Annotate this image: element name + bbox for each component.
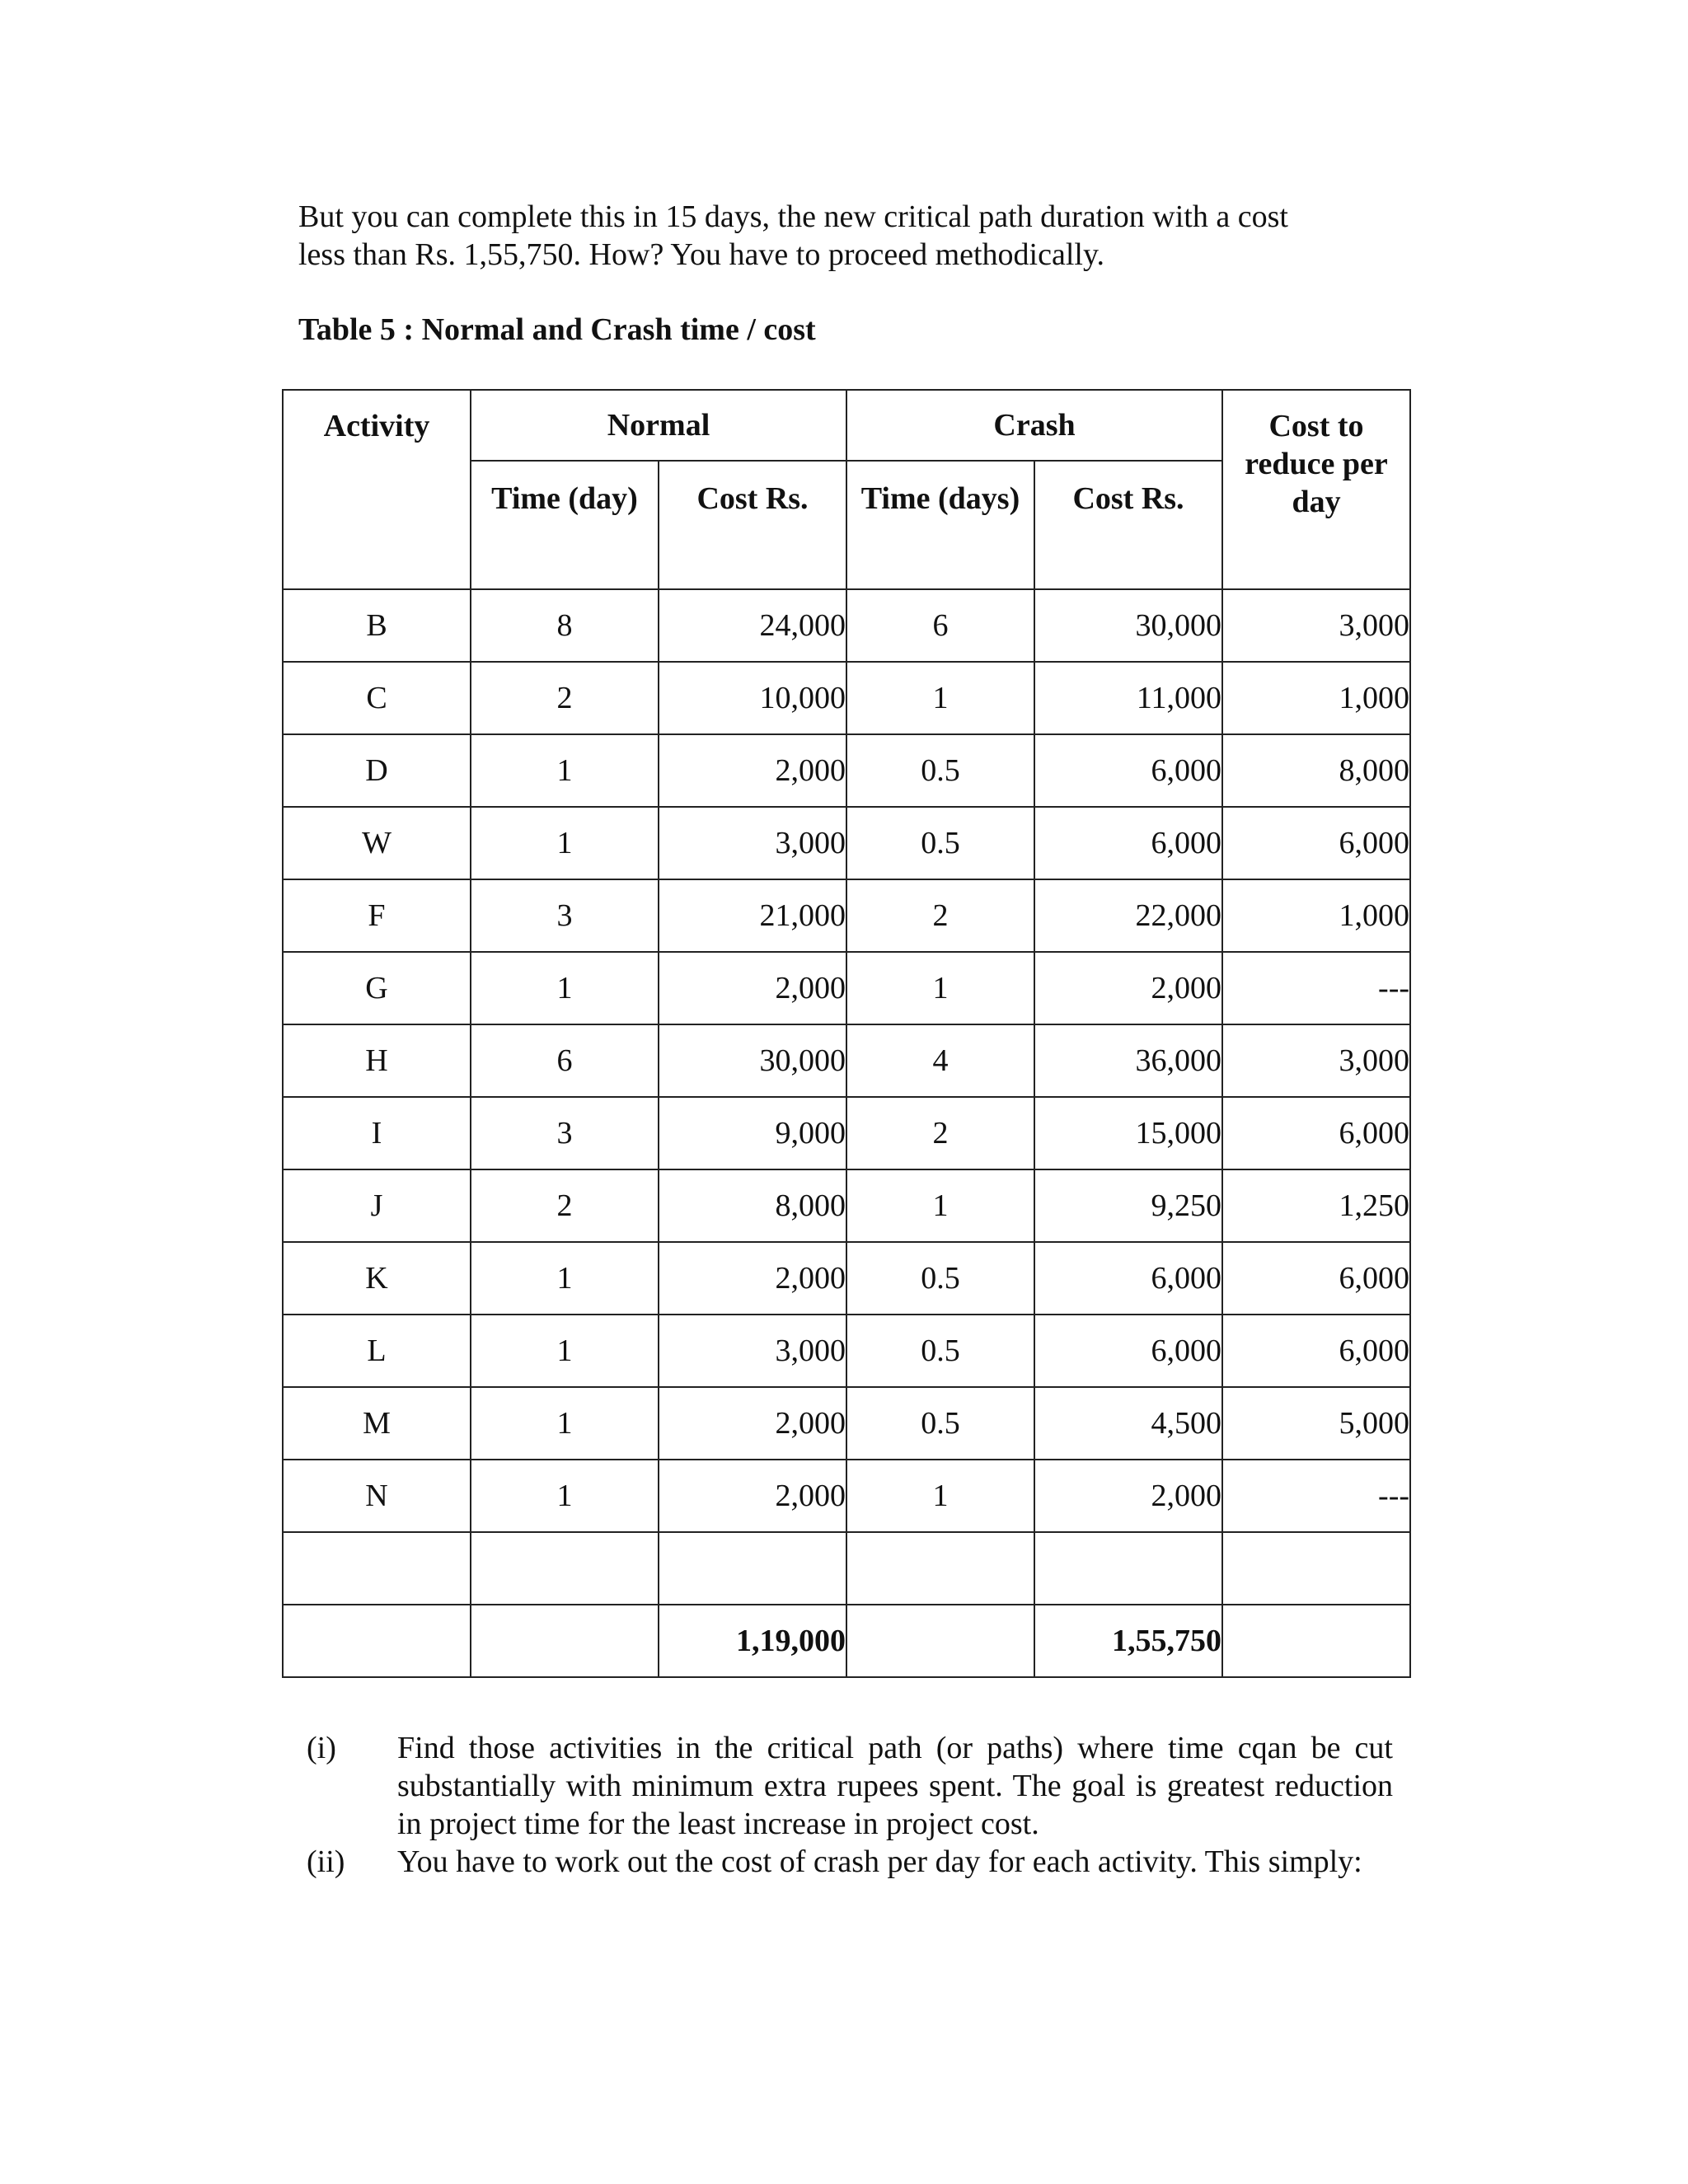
cell-crash-cost: 36,000 bbox=[1034, 1024, 1222, 1097]
table-row bbox=[283, 662, 1410, 734]
intro-line-1: But you can complete this in 15 days, the new critical path duration with a cost bbox=[298, 199, 1288, 234]
cell-crash-time: 4 bbox=[846, 1024, 1034, 1097]
cell-normal-cost: 24,000 bbox=[659, 589, 846, 662]
cell-crash-cost: 30,000 bbox=[1034, 589, 1222, 662]
cell-cost-per-day: 3,000 bbox=[1222, 589, 1410, 662]
cell-crash-cost bbox=[1034, 1532, 1222, 1605]
cell-normal-cost: 2,000 bbox=[659, 1387, 846, 1460]
cell-crash-time: 0.5 bbox=[846, 1387, 1034, 1460]
header-activity: Activity bbox=[283, 390, 471, 589]
list-item-text: You have to work out the cost of crash per day for each activity. This simply: bbox=[397, 1844, 1362, 1879]
cell-normal-time: 1 bbox=[471, 1242, 659, 1315]
table-body bbox=[283, 589, 1410, 1677]
table-row bbox=[283, 1460, 1410, 1532]
cell-crash-cost: 2,000 bbox=[1034, 1460, 1222, 1532]
table-caption: Table 5 : Normal and Crash time / cost bbox=[298, 312, 816, 347]
table-row bbox=[283, 1097, 1410, 1169]
cell-normal-time: 1 bbox=[471, 1460, 659, 1532]
cell-activity bbox=[283, 1605, 471, 1677]
table-row bbox=[283, 1024, 1410, 1097]
header-normal-time: Time (day) bbox=[471, 461, 659, 589]
cell-cost-per-day: --- bbox=[1222, 1460, 1410, 1532]
cell-normal-time: 1 bbox=[471, 952, 659, 1024]
cell-normal-cost bbox=[659, 1532, 846, 1605]
header-crash: Crash bbox=[846, 390, 1222, 461]
cell-cost-per-day: 5,000 bbox=[1222, 1387, 1410, 1460]
cell-normal-cost: 2,000 bbox=[659, 1460, 846, 1532]
table-row bbox=[283, 1242, 1410, 1315]
cell-normal-cost: 2,000 bbox=[659, 1242, 846, 1315]
cell-crash-time: 1 bbox=[846, 952, 1034, 1024]
cell-cost-per-day: 1,250 bbox=[1222, 1169, 1410, 1242]
cell-crash-cost: 6,000 bbox=[1034, 1315, 1222, 1387]
cell-activity: M bbox=[283, 1387, 471, 1460]
cell-cost-per-day bbox=[1222, 1605, 1410, 1677]
normal-crash-table bbox=[282, 389, 1411, 1678]
header-crash-cost: Cost Rs. bbox=[1034, 461, 1222, 589]
header-cost-to-reduce: Cost to reduce per day bbox=[1222, 390, 1410, 589]
cell-normal-cost: 2,000 bbox=[659, 734, 846, 807]
cell-cost-per-day: 6,000 bbox=[1222, 1242, 1410, 1315]
cell-activity: B bbox=[283, 589, 471, 662]
cell-crash-time bbox=[846, 1532, 1034, 1605]
cell-normal-cost: 3,000 bbox=[659, 1315, 846, 1387]
cell-activity: C bbox=[283, 662, 471, 734]
cell-crash-time: 2 bbox=[846, 879, 1034, 952]
cell-normal-time: 3 bbox=[471, 1097, 659, 1169]
cell-crash-cost: 6,000 bbox=[1034, 1242, 1222, 1315]
cell-crash-time: 0.5 bbox=[846, 1242, 1034, 1315]
cell-crash-cost: 9,250 bbox=[1034, 1169, 1222, 1242]
cell-cost-per-day: --- bbox=[1222, 952, 1410, 1024]
cell-activity: L bbox=[283, 1315, 471, 1387]
totals-row bbox=[283, 1605, 1410, 1677]
table-row bbox=[283, 1532, 1410, 1605]
table-row bbox=[283, 1387, 1410, 1460]
cell-normal-cost: 8,000 bbox=[659, 1169, 846, 1242]
cell-normal-cost: 10,000 bbox=[659, 662, 846, 734]
list-item-text: Find those activities in the critical path (or paths) where time cqan be cut substantially with minimum extra rupees spent. The goal is greatest reduction in project time for the least increase in project cost. bbox=[397, 1731, 1393, 1841]
cell-normal-cost: 9,000 bbox=[659, 1097, 846, 1169]
cell-activity: H bbox=[283, 1024, 471, 1097]
cell-activity: W bbox=[283, 807, 471, 879]
cell-crash-time: 0.5 bbox=[846, 734, 1034, 807]
cell-normal-time bbox=[471, 1532, 659, 1605]
cell-crash-cost: 15,000 bbox=[1034, 1097, 1222, 1169]
cell-crash-time: 1 bbox=[846, 662, 1034, 734]
list-marker: (ii) bbox=[307, 1844, 345, 1879]
cell-cost-per-day: 1,000 bbox=[1222, 662, 1410, 734]
cell-crash-time: 0.5 bbox=[846, 1315, 1034, 1387]
cell-crash-cost: 2,000 bbox=[1034, 952, 1222, 1024]
cell-normal-time: 6 bbox=[471, 1024, 659, 1097]
cell-crash-time bbox=[846, 1605, 1034, 1677]
cell-activity: K bbox=[283, 1242, 471, 1315]
cell-activity: F bbox=[283, 879, 471, 952]
table-row bbox=[283, 807, 1410, 879]
table-row bbox=[283, 1315, 1410, 1387]
cell-normal-time: 8 bbox=[471, 589, 659, 662]
header-normal-cost: Cost Rs. bbox=[659, 461, 846, 589]
cell-normal-cost: 3,000 bbox=[659, 807, 846, 879]
total-normal-cost: 1,19,000 bbox=[659, 1605, 846, 1677]
cell-cost-per-day: 6,000 bbox=[1222, 1097, 1410, 1169]
cell-activity: N bbox=[283, 1460, 471, 1532]
cell-normal-time: 1 bbox=[471, 1315, 659, 1387]
cell-crash-cost: 6,000 bbox=[1034, 734, 1222, 807]
cell-normal-time: 1 bbox=[471, 1387, 659, 1460]
table-row bbox=[283, 589, 1410, 662]
cell-cost-per-day: 1,000 bbox=[1222, 879, 1410, 952]
cell-normal-cost: 21,000 bbox=[659, 879, 846, 952]
cell-normal-time: 2 bbox=[471, 662, 659, 734]
cell-cost-per-day: 3,000 bbox=[1222, 1024, 1410, 1097]
list-marker: (i) bbox=[307, 1731, 336, 1765]
intro-line-2: less than Rs. 1,55,750. How? You have to proceed methodically. bbox=[298, 237, 1104, 272]
table-row bbox=[283, 879, 1410, 952]
cell-cost-per-day bbox=[1222, 1532, 1410, 1605]
table-row bbox=[283, 1169, 1410, 1242]
cell-normal-time: 2 bbox=[471, 1169, 659, 1242]
cell-normal-time: 1 bbox=[471, 734, 659, 807]
cell-activity: G bbox=[283, 952, 471, 1024]
cell-normal-time bbox=[471, 1605, 659, 1677]
cell-normal-time: 3 bbox=[471, 879, 659, 952]
cell-crash-cost: 6,000 bbox=[1034, 807, 1222, 879]
table-row bbox=[283, 952, 1410, 1024]
intro-paragraph bbox=[298, 198, 1393, 274]
cell-crash-cost: 22,000 bbox=[1034, 879, 1222, 952]
cell-crash-time: 2 bbox=[846, 1097, 1034, 1169]
cell-normal-cost: 2,000 bbox=[659, 952, 846, 1024]
table-row bbox=[283, 734, 1410, 807]
cell-crash-cost: 4,500 bbox=[1034, 1387, 1222, 1460]
cell-activity: I bbox=[283, 1097, 471, 1169]
cell-crash-cost: 11,000 bbox=[1034, 662, 1222, 734]
cell-activity bbox=[283, 1532, 471, 1605]
cell-cost-per-day: 6,000 bbox=[1222, 807, 1410, 879]
cell-normal-cost: 30,000 bbox=[659, 1024, 846, 1097]
cell-activity: D bbox=[283, 734, 471, 807]
header-normal: Normal bbox=[471, 390, 846, 461]
cell-activity: J bbox=[283, 1169, 471, 1242]
cell-cost-per-day: 6,000 bbox=[1222, 1315, 1410, 1387]
cell-crash-time: 1 bbox=[846, 1169, 1034, 1242]
cell-cost-per-day: 8,000 bbox=[1222, 734, 1410, 807]
cell-crash-time: 1 bbox=[846, 1460, 1034, 1532]
cell-normal-time: 1 bbox=[471, 807, 659, 879]
cell-crash-time: 6 bbox=[846, 589, 1034, 662]
header-crash-time: Time (days) bbox=[846, 461, 1034, 589]
cell-crash-time: 0.5 bbox=[846, 807, 1034, 879]
total-crash-cost: 1,55,750 bbox=[1034, 1605, 1222, 1677]
